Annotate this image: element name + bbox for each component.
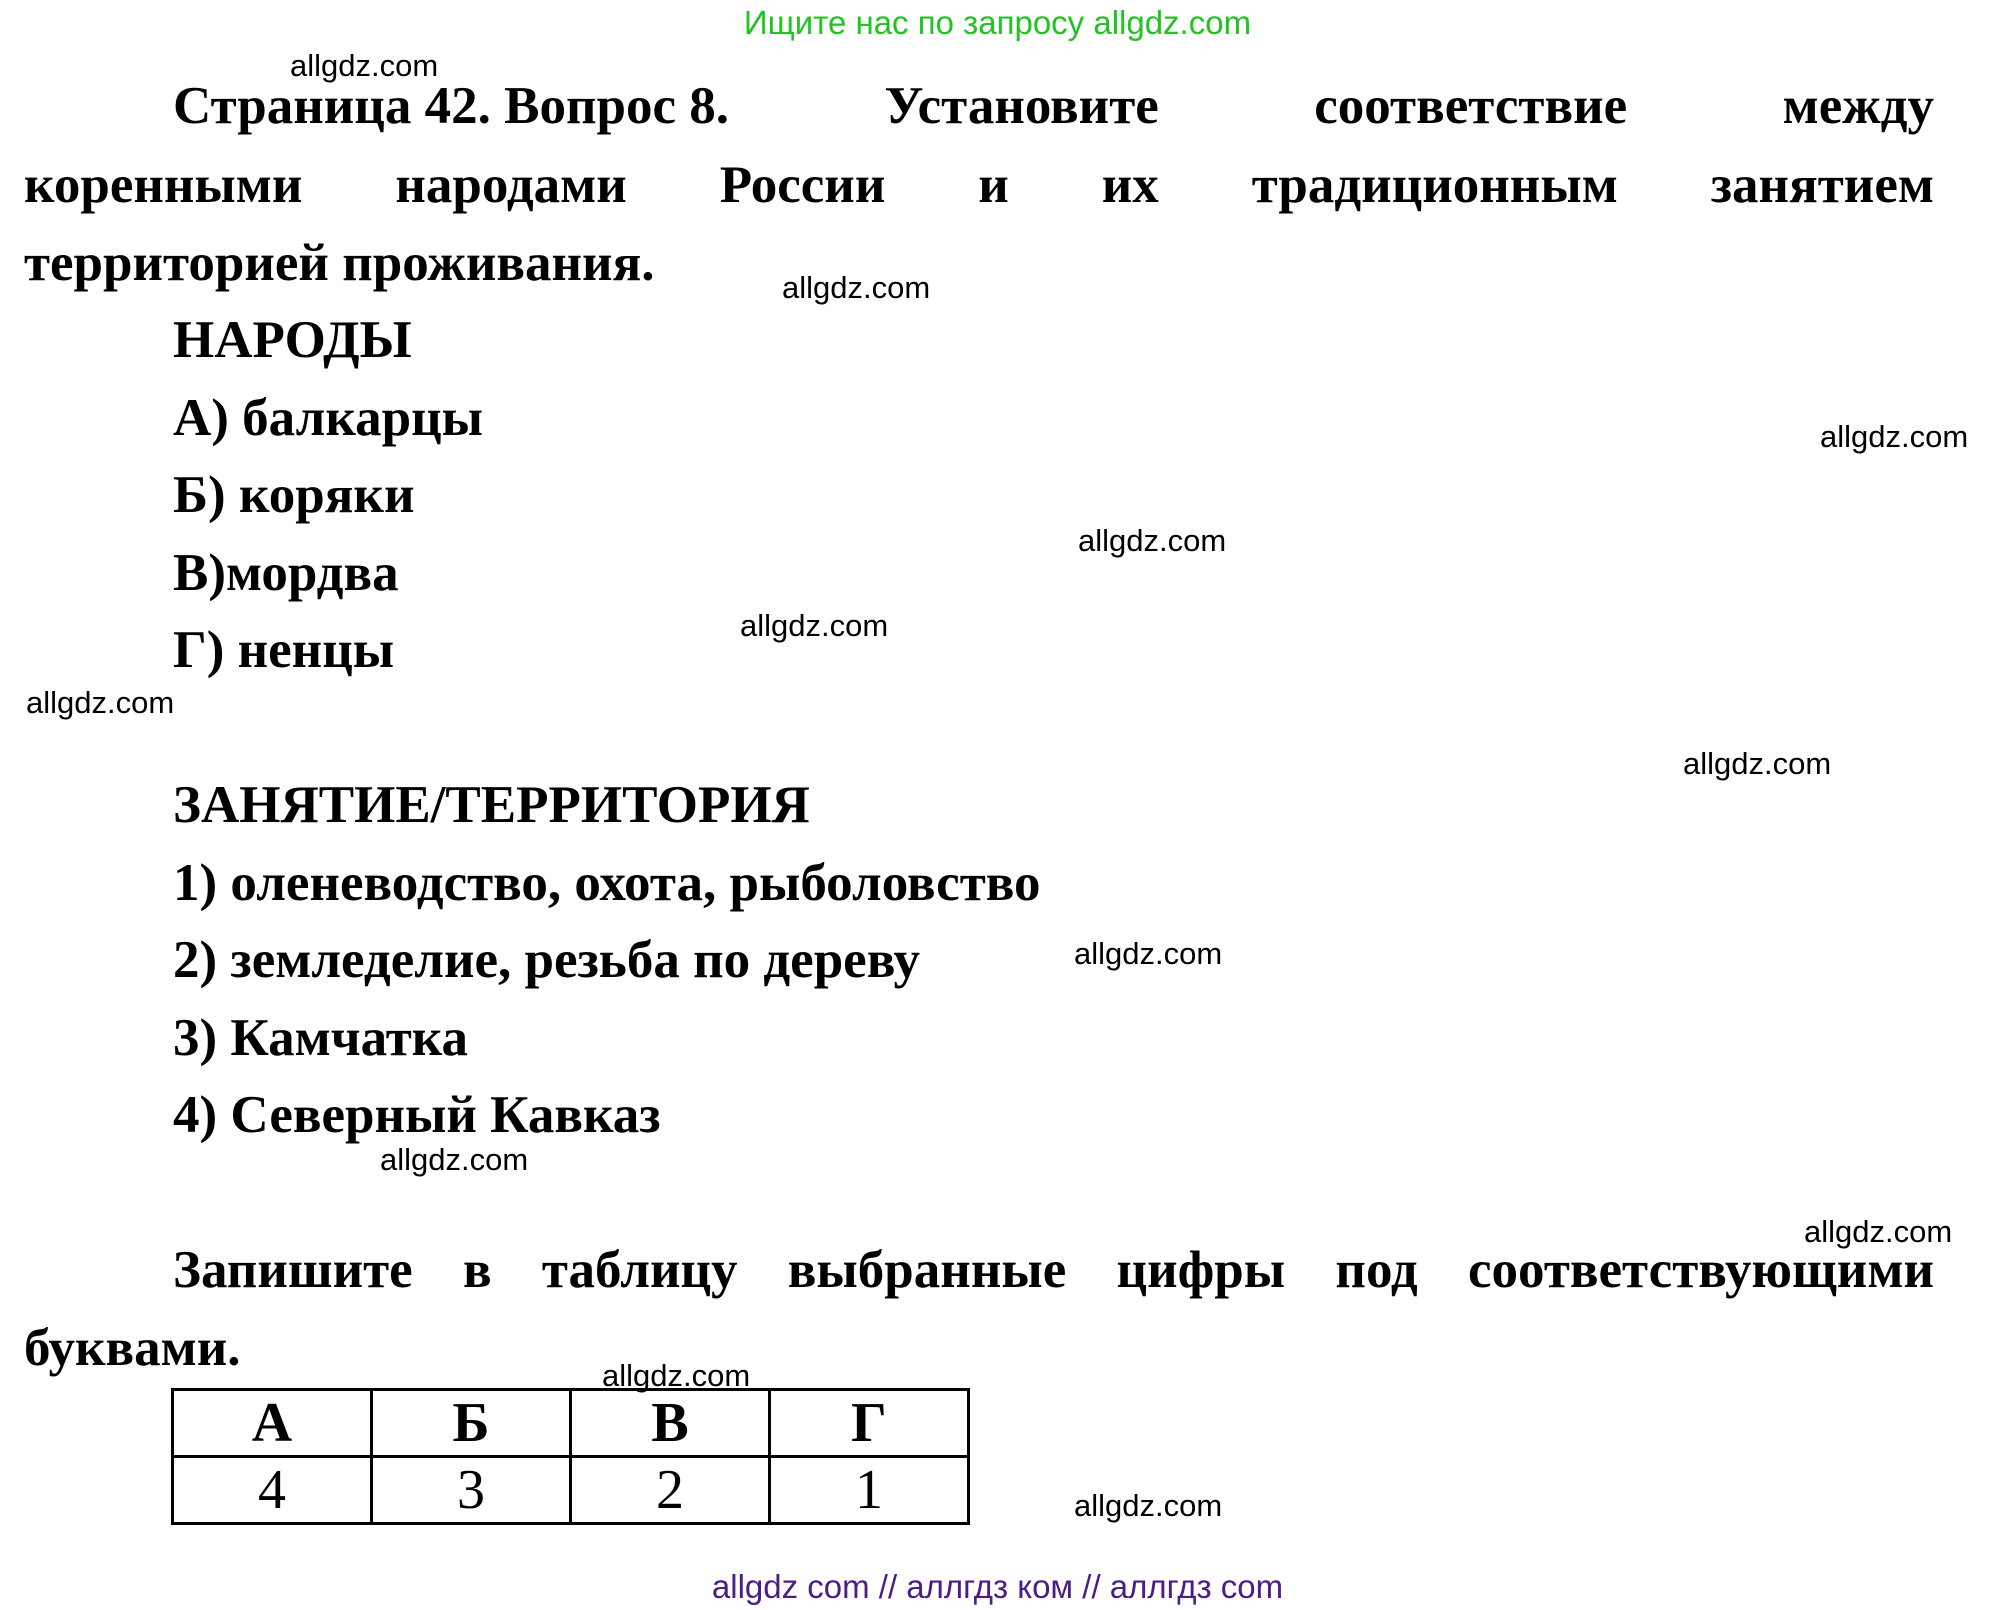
question-word: занятием [1710,156,1934,214]
instruction-word: таблицу [541,1241,738,1299]
answer-table-header-row [173,1390,969,1457]
occupation-item-4: 4) Северный Кавказ [173,1086,661,1144]
answer-value-cell: 3 [372,1457,571,1524]
top-banner-link[interactable]: Ищите нас по запросу allgdz.com [743,4,1252,41]
watermark: allgdz.com [782,270,931,305]
question-word: их [1101,156,1159,214]
question-line-1 [173,76,1934,136]
answer-table [171,1388,970,1525]
answer-value-cell: 2 [571,1457,770,1524]
answer-header-cell: Г [770,1390,969,1457]
answer-value-cell: 4 [173,1457,372,1524]
watermark: allgdz.com [602,1358,751,1393]
watermark: allgdz.com [380,1142,529,1177]
answer-value-cell: 1 [770,1457,969,1524]
people-item-a: А) балкарцы [173,389,484,447]
instruction-word: цифры [1116,1241,1286,1299]
question-word: и [978,156,1009,214]
question-word: коренными [24,156,303,214]
instruction-word: в [462,1241,492,1299]
occupation-item-1: 1) оленеводство, охота, рыболовство [173,854,1041,912]
bottom-banner-link[interactable]: allgdz com // аллгдз ком // аллгдз com [711,1568,1284,1605]
occupation-item-2: 2) земледелие, резьба по дереву [173,931,921,989]
watermark: allgdz.com [1820,419,1969,454]
instruction-line-2: буквами. [24,1319,241,1377]
question-word: между [1782,77,1934,135]
occupations-heading: ЗАНЯТИЕ/ТЕРРИТОРИЯ [173,776,810,834]
watermark: allgdz.com [1074,1488,1223,1523]
instruction-line-1 [173,1240,1934,1300]
watermark: allgdz.com [26,685,175,720]
watermark: allgdz.com [740,608,889,643]
occupation-item-3: 3) Камчатка [173,1009,469,1067]
watermark: allgdz.com [1074,936,1223,971]
peoples-heading: НАРОДЫ [173,311,412,369]
answer-table-value-row [173,1457,969,1524]
question-word: Установите [884,77,1159,135]
question-word: России [719,156,886,214]
watermark: allgdz.com [290,48,439,83]
question-word: народами [395,156,627,214]
watermark: allgdz.com [1683,746,1832,781]
instruction-word: под [1335,1241,1418,1299]
instruction-word: соответствующими [1468,1241,1934,1299]
instruction-word: Запишите [173,1241,413,1299]
question-word: соответствие [1314,77,1628,135]
answer-header-cell: В [571,1390,770,1457]
people-item-v: В)мордва [173,544,399,602]
question-word: традиционным [1251,156,1618,214]
answer-header-cell: Б [372,1390,571,1457]
watermark: allgdz.com [1804,1214,1953,1249]
question-line-3: территорией проживания. [24,234,655,292]
people-item-b: Б) коряки [173,466,415,524]
answer-header-cell: А [173,1390,372,1457]
question-word: Страница 42. Вопрос 8. [173,77,729,135]
people-item-g: Г) ненцы [173,621,395,679]
question-line-2 [24,155,1934,215]
watermark: allgdz.com [1078,523,1227,558]
instruction-word: выбранные [787,1241,1067,1299]
